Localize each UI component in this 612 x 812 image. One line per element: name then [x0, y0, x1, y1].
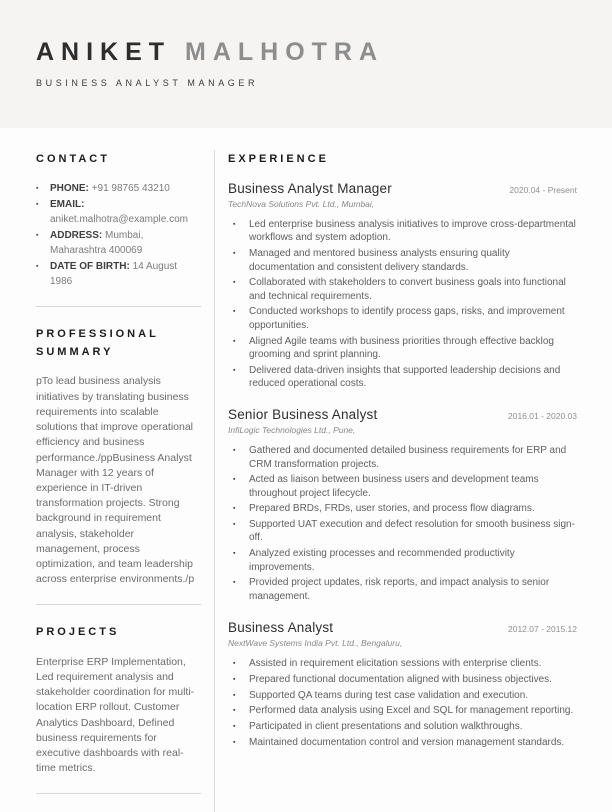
projects-text: Enterprise ERP Implementation, Led requirement analysis and stakeholder coordination for multi-location ERP rollout. Customer Analytics Dashboard, Defined business requirements for executive dashboards with real-time metrics.	[36, 655, 195, 775]
candidate-name	[36, 40, 576, 65]
contact-value: 14 August 1986	[50, 261, 178, 288]
job-title: Senior Business Analyst	[228, 407, 378, 423]
job-bullet: ▪ Assisted in requirement elicitation sessions with enterprise clients.	[228, 657, 577, 670]
experience-heading: EXPERIENCE	[228, 153, 329, 165]
job-header	[228, 181, 577, 196]
contact-item-phone	[36, 181, 201, 196]
job-bullet: ▪ Gathered and documented detailed business requirements for ERP and CRM transformation projects.	[228, 444, 577, 471]
left-column	[36, 150, 214, 812]
job-bullet: ▪ Managed and mentored business analysts ensuring quality documentation and consistent delivery standards.	[228, 247, 577, 274]
contact-label: ADDRESS:	[50, 230, 103, 242]
candidate-role: BUSINESS ANALYST MANAGER	[36, 78, 259, 88]
contact-item-address	[36, 228, 201, 258]
section-divider	[36, 604, 201, 605]
experience-job	[228, 181, 577, 390]
projects-heading: PROJECTS	[36, 626, 120, 639]
job-company: NextWave Systems India Pvt. Ltd., Bengaluru,	[228, 637, 403, 648]
professional-summary-section	[36, 325, 201, 587]
job-dates: 2012.07 - 2015.12	[507, 623, 577, 634]
candidate-last-name: MALHOTRA	[185, 38, 385, 66]
contact-value: +91 98765 43210	[91, 183, 170, 195]
job-bullet: ▪ Participated in client presentations and solution walkthroughs.	[228, 720, 577, 733]
contact-item-email	[36, 197, 201, 227]
job-title: Business Analyst	[228, 619, 334, 635]
job-bullet-list	[228, 218, 577, 390]
job-bullet: ▪ Conducted workshops to identify process gaps, risks, and improvement opportunities.	[228, 305, 577, 332]
job-bullet: ▪ Maintained documentation control and version management standards.	[228, 736, 577, 749]
job-bullet: ▪ Analyzed existing processes and recommended productivity improvements.	[228, 547, 577, 574]
professional-summary-heading: PROFESSIONAL SUMMARY	[36, 328, 159, 359]
experience-job	[228, 620, 577, 749]
job-bullet: ▪ Supported UAT execution and defect resolution for smooth business sign-off.	[228, 518, 577, 545]
job-title: Business Analyst Manager	[228, 181, 392, 197]
job-header	[228, 407, 577, 422]
job-company: TechNova Solutions Pvt. Ltd., Mumbai,	[228, 199, 375, 210]
contact-section	[36, 150, 201, 289]
job-bullet-list	[228, 657, 577, 749]
job-company: InfiLogic Technologies Ltd., Pune,	[228, 425, 356, 436]
contact-value: aniket.malhotra@example.com	[50, 214, 188, 226]
section-divider	[36, 793, 201, 794]
job-bullet: ▪ Aligned Agile teams with business priorities through effective backlog grooming and sprint planning.	[228, 335, 577, 362]
job-bullet: ▪ Delivered data-driven insights that supported leadership decisions and reduced operational costs.	[228, 364, 577, 391]
contact-label: EMAIL:	[50, 199, 85, 211]
job-dates: 2016.01 - 2020.03	[507, 411, 577, 422]
main-content	[0, 128, 612, 812]
job-bullet: ▪ Collaborated with stakeholders to convert business goals into functional and technical requirements.	[228, 276, 577, 303]
contact-label: PHONE:	[50, 183, 89, 195]
contact-label: DATE OF BIRTH:	[50, 261, 130, 273]
job-dates: 2020.04 - Present	[509, 185, 577, 196]
projects-section	[36, 623, 201, 776]
contact-item-dob	[36, 259, 201, 289]
job-bullet: ▪ Prepared BRDs, FRDs, user stories, and process flow diagrams.	[228, 502, 577, 515]
experience-job	[228, 407, 577, 603]
job-bullet: ▪ Provided project updates, risk reports, and impact analysis to senior management.	[228, 576, 577, 603]
section-divider	[36, 306, 201, 307]
header	[0, 0, 612, 128]
contact-list	[36, 181, 201, 289]
contact-heading: CONTACT	[36, 153, 110, 165]
contact-value: Mumbai, Maharashtra 400069	[50, 230, 144, 257]
candidate-first-name: ANIKET	[36, 38, 172, 66]
professional-summary-text: pTo lead business analysis initiatives by translating business requirements into scalable solutions that improve operational efficiency and business performance./ppBusiness Analyst Manager with 12 years of experience in IT-driven transformation projects. Strong background in requirement analysis, stakeholder management, process optimization, and team leadership across enterprise environments./p	[36, 375, 195, 586]
job-header	[228, 620, 577, 635]
job-bullet: ▪ Led enterprise business analysis initiatives to improve cross-departmental workflows and system adoption.	[228, 218, 577, 245]
job-bullet: ▪ Acted as liaison between business users and development teams throughout project lifecycle.	[228, 473, 577, 500]
job-bullet-list	[228, 444, 577, 603]
job-bullet: ▪ Prepared functional documentation aligned with business objectives.	[228, 673, 577, 686]
job-bullet: ▪ Supported QA teams during test case validation and execution.	[228, 689, 577, 702]
job-bullet: ▪ Performed data analysis using Excel and SQL for management reporting.	[228, 704, 577, 717]
right-column	[214, 150, 577, 812]
